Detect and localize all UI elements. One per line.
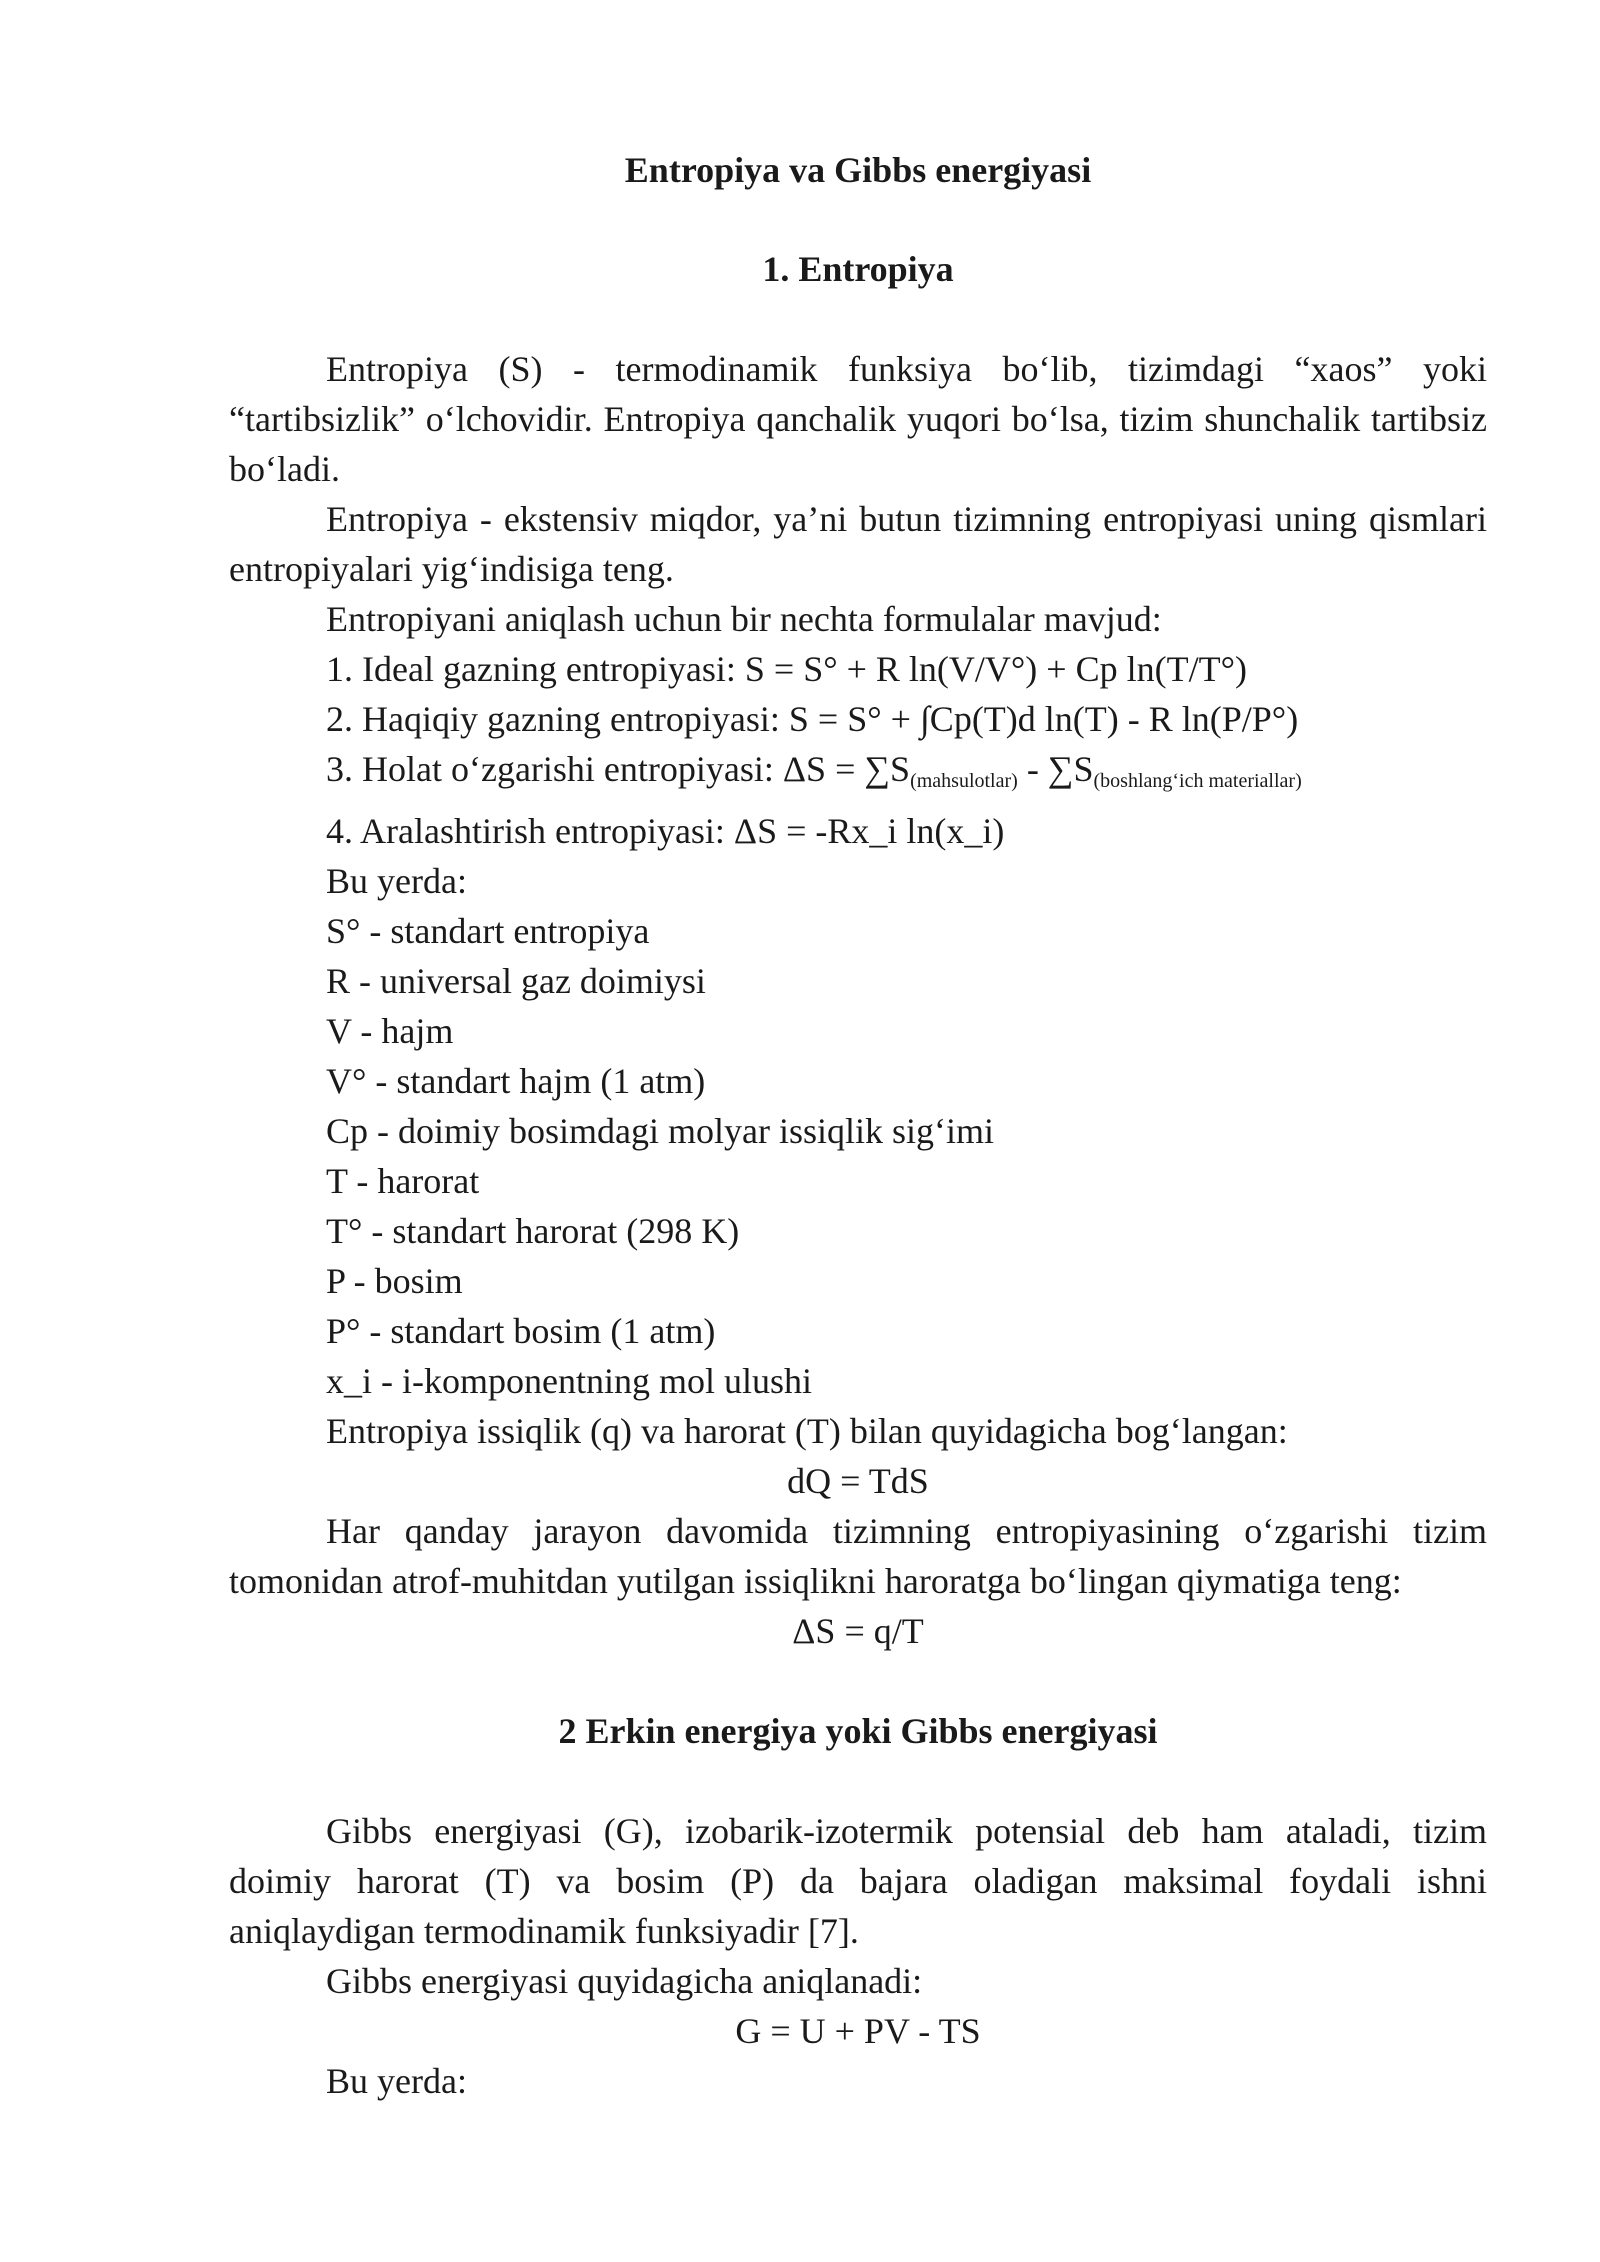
- definition-item: S° - standart entropiya: [326, 911, 650, 951]
- document-title: Entropiya va Gibbs energiyasi: [624, 150, 1092, 190]
- equation-dq: dQ = TdS: [787, 1461, 929, 1501]
- definition-item: P° - standart bosim (1 atm): [326, 1311, 716, 1351]
- formula-subscript-reactants: (boshlang‘ich materiallar): [1093, 770, 1302, 792]
- definition-item: R - universal gaz doimiysi: [326, 961, 706, 1001]
- heat-relation-text: Entropiya issiqlik (q) va harorat (T) bilan quyidagicha bog‘langan:: [326, 1411, 1288, 1451]
- section-heading-gibbs: 2 Erkin energiya yoki Gibbs energiyasi: [558, 1711, 1158, 1751]
- formulas-intro: Entropiyani aniqlash uchun bir nechta formulalar mavjud:: [326, 599, 1162, 639]
- entropy-extensive-paragraph: Entropiya - ekstensiv miqdor, ya’ni butun tizimning entropiyasi uning qismlari entropiyalari yig‘indisiga teng.: [229, 499, 1487, 589]
- gibbs-definition-intro: Gibbs energiyasi quyidagicha aniqlanadi:: [326, 1961, 923, 2001]
- formula-real-gas: 2. Haqiqiy gazning entropiyasi: S = S° + ∫Cp(T)d ln(T) - R ln(P/P°): [326, 699, 1299, 739]
- gibbs-definition-paragraph: Gibbs energiyasi (G), izobarik-izotermik potensial deb ham ataladi, tizim doimiy harorat (T) va bosim (P) da bajara oladigan maksimal foydali ishni aniqlaydigan termodinamik funksiyadir [7].: [229, 1811, 1487, 1951]
- definition-item: T° - standart harorat (298 K): [326, 1211, 740, 1251]
- formula-mixing: 4. Aralashtirish entropiyasi: ΔS = -Rx_i ln(x_i): [326, 811, 1005, 851]
- equation-gibbs: G = U + PV - TS: [735, 2011, 981, 2051]
- definition-item: P - bosim: [326, 1261, 463, 1301]
- formula-state-change: [229, 744, 1487, 806]
- formula-subscript-products: (mahsulotlar): [910, 770, 1018, 792]
- where-label-gibbs: Bu yerda:: [326, 2061, 467, 2101]
- definition-item: V - hajm: [326, 1011, 454, 1051]
- section-heading-entropy: 1. Entropiya: [762, 249, 954, 289]
- definition-item: V° - standart hajm (1 atm): [326, 1061, 706, 1101]
- entropy-change-paragraph: Har qanday jarayon davomida tizimning entropiyasining o‘zgarishi tizim tomonidan atrof-muhitdan yutilgan issiqlikni haroratga bo‘lingan qiymatiga teng:: [229, 1511, 1487, 1601]
- equation-delta-s: ΔS = q/T: [792, 1611, 924, 1651]
- definition-item: x_i - i-komponentning mol ulushi: [326, 1361, 812, 1401]
- formula-ideal-gas: 1. Ideal gazning entropiyasi: S = S° + R ln(V/V°) + Cp ln(T/T°): [326, 649, 1247, 689]
- formula-state-change-middle: - ∑S: [1017, 749, 1094, 789]
- definition-item: Cp - doimiy bosimdagi molyar issiqlik sig‘imi: [326, 1111, 995, 1151]
- definition-item: T - harorat: [326, 1161, 480, 1201]
- where-label: Bu yerda:: [326, 861, 467, 901]
- document-body: [229, 145, 1487, 2106]
- formula-state-change-prefix: 3. Holat o‘zgarishi entropiyasi: ΔS = ∑S: [326, 749, 911, 789]
- entropy-definition-paragraph: Entropiya (S) - termodinamik funksiya bo‘lib, tizimdagi “xaos” yoki “tartibsizlik” o‘lchovidir. Entropiya qanchalik yuqori bo‘lsa, tizim shunchalik tartibsiz bo‘ladi.: [229, 349, 1487, 489]
